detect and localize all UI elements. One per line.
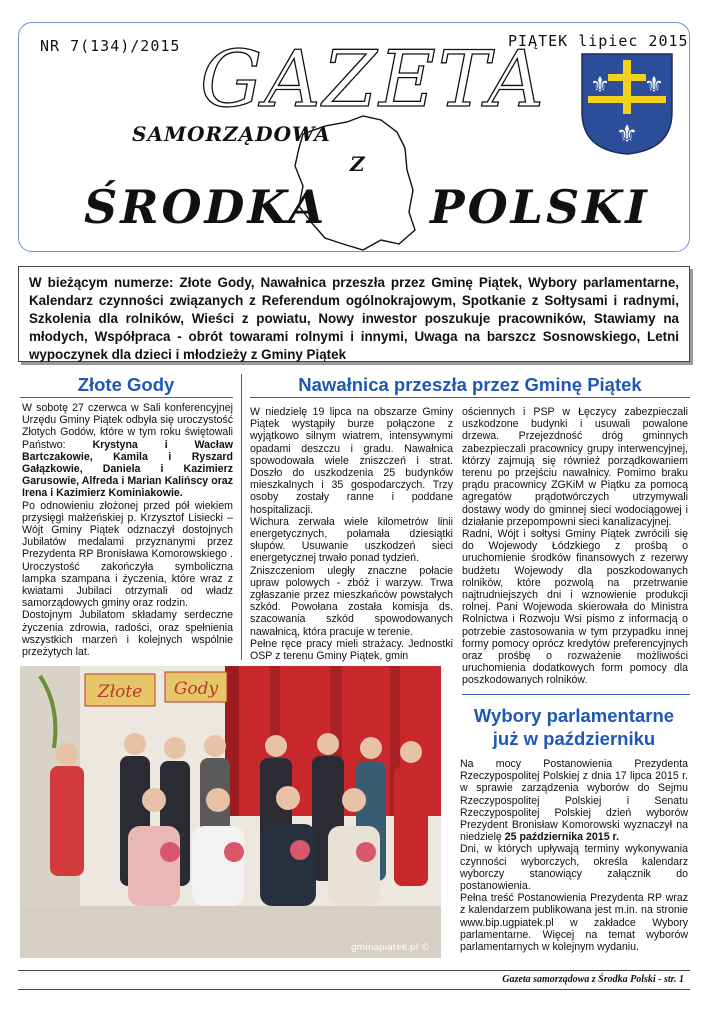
subtitle-z: Z [350, 152, 366, 176]
heading-wybory [458, 704, 690, 750]
issue-summary: W bieżącym numerze: Złote Gody, Nawałnica przeszła przez Gminę Piątek, Wybory parlamentarne, Kalendarz czynności związanych z Referendum ogólnokrajowym, Spotkanie z Sołtysami i radnymi, Szkolenia dla rolników, Wieści z powiatu, Nowy inwestor poszukuje pracowników, Stawiamy na młodych, Współpraca - obrót towarami rolnymi i innymi, Uwaga na barszcz Sosnowskiego, Letni wypoczynek dla dzieci i młodzieży z Gminy Piątek [18, 266, 690, 362]
wybory-more: Pełna treść Postanowienia Prezydenta RP wraz z kalendarzem publikowana jest m.in. na stronie www.bip.ugpiatek.pl w zakładce Wybory parlamentarne. Więcej na temat wyborów parlamentarnych w kolejnym wydaniu. [460, 892, 688, 954]
photo-watermark: gminapiatek.pl © [350, 943, 430, 953]
heading-nawalnica: Nawałnica przeszła przez Gminę Piątek [298, 374, 642, 395]
title-gazeta: GAZETA [200, 35, 546, 125]
heading-wybory-line1: Wybory parlamentarne [473, 705, 675, 726]
photo-illustration [20, 666, 441, 958]
heading-wybory-line2: już w październiku [492, 728, 656, 749]
article-wybory [460, 758, 688, 953]
jubilee-group-photo [20, 666, 441, 958]
article-zlote-gody [22, 402, 233, 658]
wybory-date: 25 października 2015 r. [504, 831, 620, 844]
svg-text:⚜: ⚜ [616, 120, 638, 148]
issue-number: NR 7(134)/2015 [40, 37, 181, 55]
place-date: PIĄTEK lipiec 2015 [508, 32, 689, 50]
svg-text:⚜: ⚜ [644, 73, 664, 98]
zlote-gody-intro: W sobotę 27 czerwca w Sali konferencyjnej Urzędu Gminy Piątek odbyła się uroczystość Złotych Godów, które w tym roku świętowali Państwo: [22, 402, 233, 451]
title-polski: POLSKI [430, 180, 650, 234]
banner-zlote: Złote [97, 682, 143, 702]
zlote-gody-couples: Krystyna i Wacław Bartczakowie, Kamila i Ryszard Gałązkowie, Daniela i Kazimierz Garusowie, Alfreda i Marian Kalińscy oraz Irena i Kazimierz Kominiakowie. [22, 438, 233, 500]
article-nawalnica-col1: W niedzielę 19 lipca na obszarze Gminy Piątek wystąpiły burze połączone z wyjątkowo silnym wiatrem, intensywnymi opadami deszczu i gradu. Nawałnica spowodowała wiele zniszczeń i strat. Doszło do uszkodzenia 25 budynków mieszkalnych i 35 gospodarczych. Trzy osoby zostały ranne i poddane hospitalizacji. Wichura zerwała wiele kilometrów linii energetycznych, połamała dziesiątki słupów. Usuwanie uszkodzeń sieci energetycznej trwało ponad tydzień. Zniszczeniom uległy znaczne połacie upraw polowych - zbóż i warzyw. Trwa zgłaszanie przez mieszkańców powstałych szkód. Powołana została komisja ds. szacowania szkód spowodowanych nawałnicą, która pracuje w terenie. Pełne ręce pracy mieli strażacy. Jednostki OSP z terenu Gminy Piątek, gmin [250, 406, 453, 663]
wybory-intro: Na mocy Postanowienia Prezydenta Rzeczypospolitej Polskiej z dnia 17 lipca 2015 r. w sprawie zarządzenia wyborów do Sejmu Rzeczypospolitej Polskiej i Senatu Rzeczypospolitej Polskiej dzień wyborów Prezydent Bronisław Komorowski wyznaczył na niedzielę [460, 758, 688, 844]
wybory-calendar: Dni, w których upływają terminy wykonywania czynności wyborczych, określa kalendarz wyborczy stanowiący załącznik do postanowienia. [460, 843, 688, 893]
article-nawalnica-col2: ościennych i PSP w Łęczycy zabezpieczali uszkodzone budynki i usuwali powalone drzewa. Przejezdność dróg gminnych zabezpieczali pracownicy grupy interwencyjnej, którzy zajmują się również porządkowaniem terenu po przejściu nawałnicy. Pomimo braku prądu pracownicy ZGKiM w Piątku za pomocą agregatów prądotwórczych utrzymywali dostawy wody do gminnej sieci wodociągowej i działanie przepompowni sieci kanalizacyjnej. Radni, Wójt i sołtysi Gminy Piątek zwrócili się do Wojewody Łódzkiego z prośbą o uruchomienie środków finansowych z rezerwy budżetu Wojewody dla poszkodowanych rolników, które pozwolą na przetrwanie najtrudniejszych dni i wznowienie produkcji rolnej. Pani Wojewoda skierowała do Ministra Rolnictwa i Rozwoju Wsi pismo z informacją o potrzebie zastosowania w tym przypadku innej formy pomocy oprócz kredytów preferencyjnych oraz prośbę o rozważenie możliwości uruchomienia dodatkowych form pomocy dla poszkodowanych rolników. [462, 406, 688, 687]
zlote-gody-wishes: Dostojnym Jubilatom składamy serdeczne życzenia zdrowia, radości, oraz spełnienia wszystkich marzeń i kolejnych wspólnie przeżytych lat. [22, 609, 233, 659]
title-srodka: ŚRODKA [84, 180, 328, 234]
svg-text:⚜: ⚜ [590, 73, 610, 98]
divider [250, 397, 690, 398]
subtitle-samorzadowa: SAMORZĄDOWA [132, 122, 331, 146]
divider [20, 397, 233, 398]
column-divider [241, 374, 242, 660]
divider [462, 694, 690, 695]
coat-of-arms-icon [580, 52, 674, 156]
banner-gody: Gody [173, 679, 219, 699]
zlote-gody-paragraph: Po odnowieniu złożonej przed pół wiekiem przysięgi małżeńskiej p. Krzysztof Lisiecki – Wójt Gminy Piątek odznaczył dostojnych Jubilatów medalami przyznanymi przez Prezydenta RP Bronisława Komorowskiego . Uroczystość zakończyła symboliczna lampka szampana i życzenia, które wraz z kwiatami Jubilaci otrzymali od władz samorządowych gminy oraz rodzin. [22, 499, 233, 610]
page-footer: Gazeta samorządowa z Środka Polski - str. 1 [18, 970, 690, 990]
heading-zlote-gody: Złote Gody [77, 374, 175, 395]
